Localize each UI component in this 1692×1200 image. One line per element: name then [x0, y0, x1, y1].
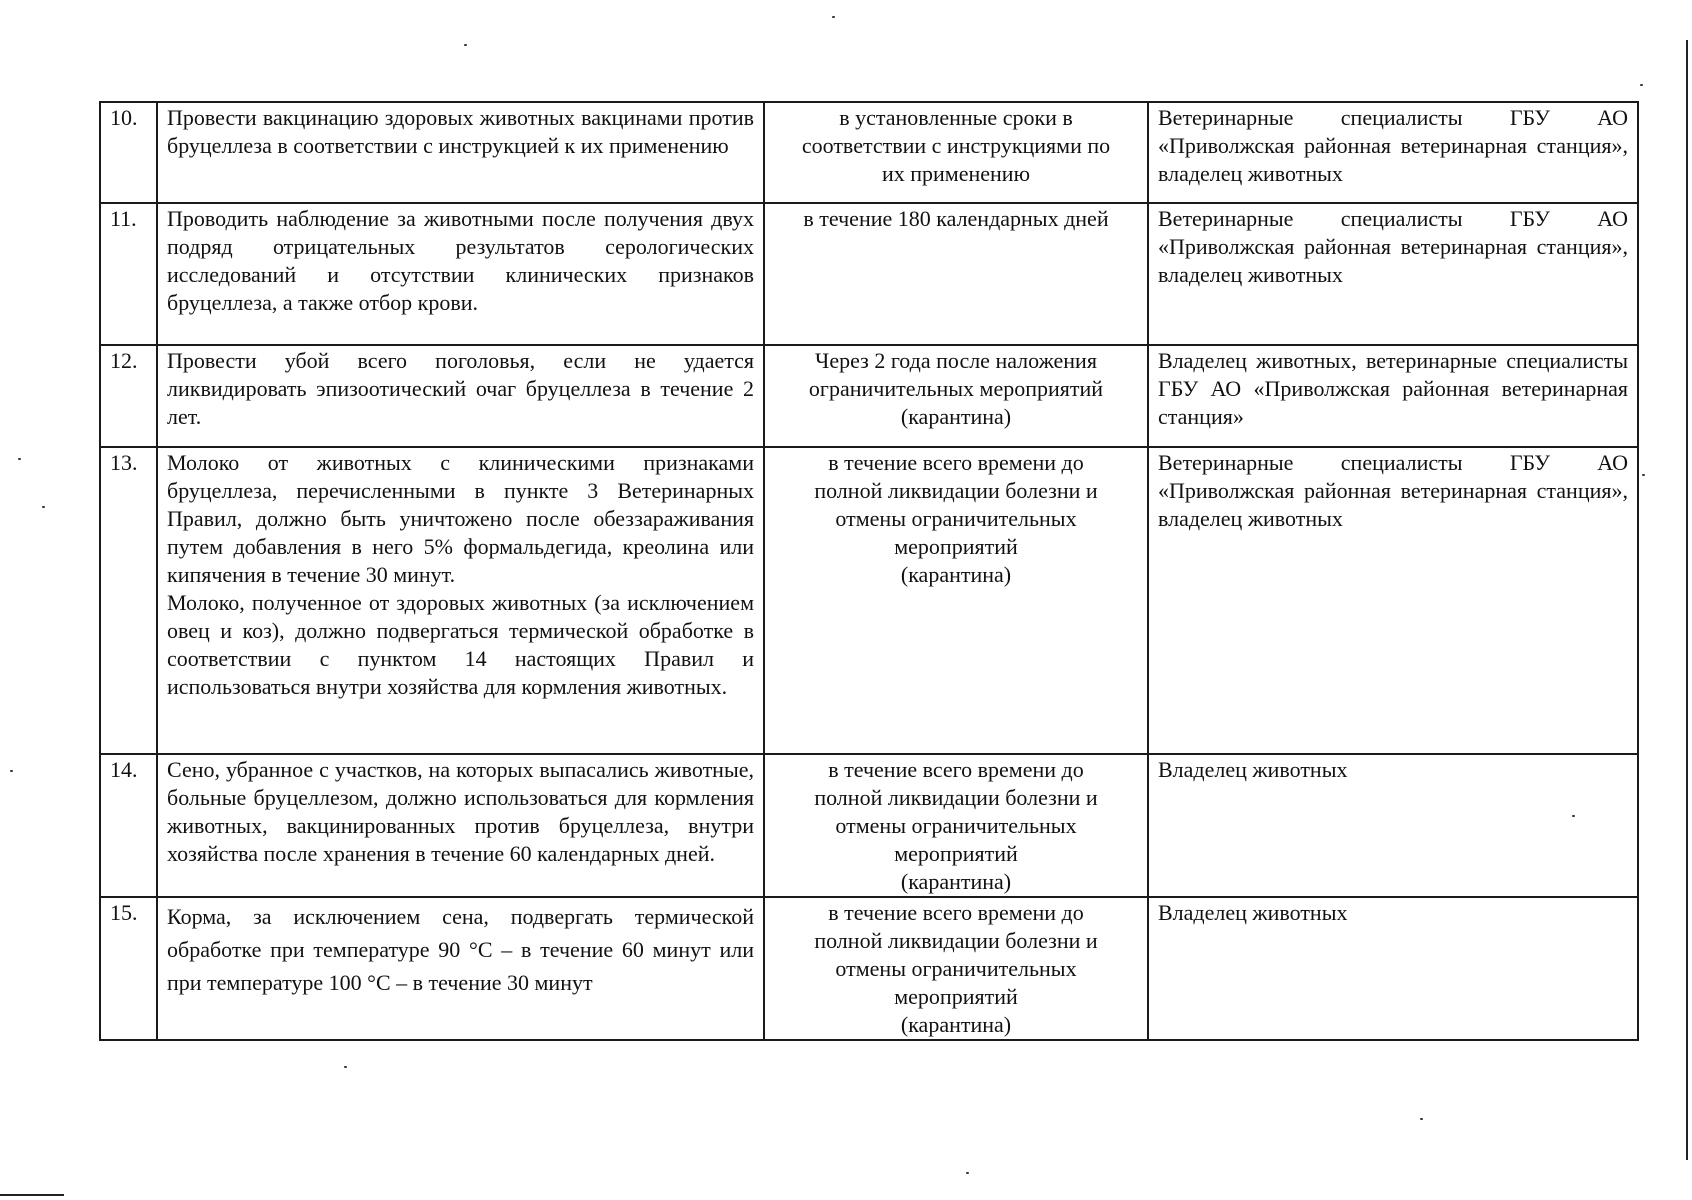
table-row — [100, 447, 1638, 754]
term-line: в течение всего времени до — [828, 757, 1084, 782]
term-line: полной ликвидации болезни и — [814, 478, 1098, 503]
term-cell — [764, 102, 1148, 203]
term-line: ограничительных мероприятий — [808, 376, 1104, 401]
term-line: в течение всего времени до — [828, 450, 1084, 475]
action-text: Проводить наблюдение за животными после получения двух подряд отрицательных результатов серологических исследований и отсутствии клинических признаков бруцеллеза, а также отбор крови. — [167, 206, 754, 315]
term-line: отмены ограничительных — [835, 813, 1077, 838]
term-cell — [764, 345, 1148, 447]
table-row — [100, 345, 1638, 447]
term-line: (карантина) — [900, 404, 1012, 429]
table-row — [100, 897, 1638, 1040]
scan-speck — [966, 1172, 969, 1174]
action-cell — [157, 203, 764, 345]
scan-speck — [464, 44, 467, 46]
term-line: в установленные сроки в — [839, 105, 1073, 130]
scan-speck — [1640, 84, 1643, 86]
scan-edge-line — [1686, 40, 1688, 1160]
term-line: отмены ограничительных — [835, 506, 1077, 531]
term-line: полной ликвидации болезни и — [814, 785, 1098, 810]
scan-speck — [344, 1066, 347, 1068]
action-cell — [157, 345, 764, 447]
term-line: мероприятий — [894, 841, 1018, 866]
action-cell — [157, 102, 764, 203]
table-row — [100, 102, 1638, 203]
term-line: отмены ограничительных — [835, 956, 1077, 981]
responsible-cell: Владелец животных — [1148, 754, 1638, 897]
term-line: соответствии с инструкциями по — [801, 133, 1111, 158]
scan-speck — [1420, 1118, 1423, 1120]
term-line: мероприятий — [894, 534, 1018, 559]
action-cell — [157, 754, 764, 897]
action-text: Корма, за исключением сена, подвергать термической обработке при температуре 90 °С – в течение 60 минут или при температуре 100 °С – в течение 30 минут — [167, 904, 754, 995]
term-cell — [764, 897, 1148, 1040]
scan-speck — [832, 16, 835, 18]
scan-speck — [1642, 474, 1645, 476]
scan-speck — [1572, 815, 1575, 817]
scan-speck — [10, 770, 13, 772]
responsible-cell: Владелец животных — [1148, 897, 1638, 1040]
term-line: в течение всего времени до — [828, 900, 1084, 925]
term-line: полной ликвидации болезни и — [814, 928, 1098, 953]
action-text: Провести вакцинацию здоровых животных вакцинами против бруцеллеза в соответствии с инструкцией к их применению — [167, 105, 754, 158]
action-text: Сено, убранное с участков, на которых выпасались животные, больные бруцеллезом, должно использоваться для кормления животных, вакцинированных против бруцеллеза, внутри хозяйства после хранения в течение 60 календарных дней. — [167, 757, 754, 866]
action-text: Провести убой всего поголовья, если не удается ликвидировать эпизоотический очаг бруцеллеза в течение 2 лет. — [167, 348, 754, 429]
row-number: 14. — [100, 754, 157, 897]
term-line: (карантина) — [900, 562, 1012, 587]
row-number: 15. — [100, 897, 157, 1040]
scan-speck — [42, 506, 45, 508]
term-line: их применению — [881, 161, 1031, 186]
row-number: 11. — [100, 203, 157, 345]
action-text: Молоко от животных с клиническими признаками бруцеллеза, перечисленными в пункте 3 Ветеринарных Правил, должно быть уничтожено после обеззараживания путем добавления в него 5% формальдегида, креолина или кипячения в течение 30 минут. — [167, 450, 754, 587]
responsible-cell: Ветеринарные специалисты ГБУ АО «Приволжская районная ветеринарная станция», владелец животных — [1148, 447, 1638, 754]
row-number: 13. — [100, 447, 157, 754]
term-cell — [764, 447, 1148, 754]
action-cell — [157, 447, 764, 754]
action-cell — [157, 897, 764, 1040]
term-line: в течение 180 календарных дней — [803, 206, 1109, 231]
term-line: Через 2 года после наложения — [815, 348, 1097, 373]
scan-edge-line — [0, 1194, 64, 1196]
action-text: Молоко, полученное от здоровых животных (за исключением овец и коз), должно подвергаться термической обработке в соответствии с пунктом 14 настоящих Правил и использоваться внутри хозяйства для кормления животных. — [167, 590, 754, 699]
responsible-cell: Владелец животных, ветеринарные специалисты ГБУ АО «Приволжская районная ветеринарная станция» — [1148, 345, 1638, 447]
table-row — [100, 203, 1638, 345]
term-line: (карантина) — [900, 1012, 1012, 1037]
measures-table — [99, 101, 1639, 1041]
row-number: 12. — [100, 345, 157, 447]
responsible-cell: Ветеринарные специалисты ГБУ АО «Приволжская районная ветеринарная станция», владелец животных — [1148, 203, 1638, 345]
table-row — [100, 754, 1638, 897]
term-line: мероприятий — [894, 984, 1018, 1009]
term-cell — [764, 203, 1148, 345]
term-line: (карантина) — [900, 869, 1012, 894]
row-number: 10. — [100, 102, 157, 203]
scan-speck — [18, 458, 21, 460]
term-cell — [764, 754, 1148, 897]
responsible-cell: Ветеринарные специалисты ГБУ АО «Приволжская районная ветеринарная станция», владелец животных — [1148, 102, 1638, 203]
